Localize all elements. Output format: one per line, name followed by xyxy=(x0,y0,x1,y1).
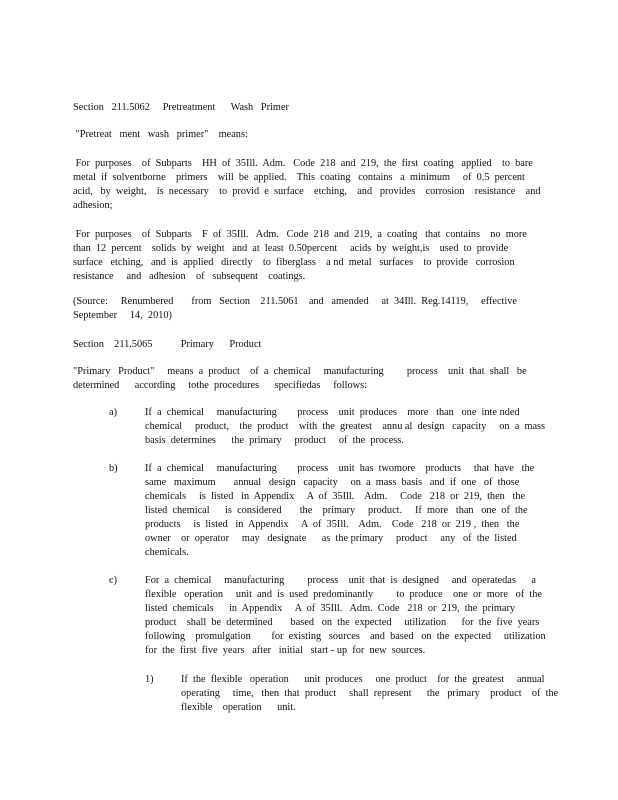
primary-product-intro xyxy=(73,365,541,393)
sub-item-label: 1) xyxy=(145,674,154,685)
paragraph-line: metal if solventborne primers will be applied. This coating contains a minimum of 0.5 percent xyxy=(73,172,525,183)
section-heading-text: Section 211.5062 Pretreatment Wash Primer xyxy=(73,102,289,113)
list-item-line: chemical product, the product with the greatest annu al design capacity on a mass xyxy=(145,421,546,432)
definition-term-text: "Pretreat ment wash primer" means: xyxy=(73,129,248,140)
list-item-line: If a chemical manufacturing process unit has twomore products that have the xyxy=(145,463,535,474)
section-heading-text: Section 211.5065 Primary Product xyxy=(73,339,262,350)
sub-item-1 xyxy=(181,673,559,715)
list-item-line: product shall be determined based on the expected utilization for the five years xyxy=(145,617,540,628)
list-item-c xyxy=(145,574,546,658)
list-item-line: owner or operator may designate as the primary product any of the listed xyxy=(145,533,517,544)
list-item-label: a) xyxy=(109,407,117,418)
paragraph-line: determined according tothe procedures specifiedas follows: xyxy=(73,380,367,391)
list-item-line: If a chemical manufacturing process unit produces more than one inte nded xyxy=(145,407,520,418)
list-item-a xyxy=(145,406,546,448)
list-item-line: same maximum annual design capacity on a mass basis and if one of those xyxy=(145,477,520,488)
source-line: September 14, 2010) xyxy=(73,310,172,321)
paragraph-line: acid, by weight, is necessary to provid e surface etching, and provides corrosion resistance and xyxy=(73,186,541,197)
paragraph-line: For purposes of Subparts HH of 35Ill. Adm. Code 218 and 219, the first coating applied to bare xyxy=(73,158,533,169)
list-item-line: For a chemical manufacturing process unit that is designed and operatedas a xyxy=(145,575,536,586)
paragraph-line: than 12 percent solids by weight and at least 0.50percent acids by weight,is used to provide xyxy=(73,243,509,254)
paragraph-line: surface etching, and is applied directly to fiberglass a nd metal surfaces to provide corrosion xyxy=(73,257,515,268)
sub-item-line: flexible operation unit. xyxy=(181,702,296,713)
paragraph-line: "Primary Product" means a product of a chemical manufacturing process unit that shall be xyxy=(73,366,527,377)
paragraph-line: adhesion; xyxy=(73,200,113,211)
list-item-label: c) xyxy=(109,575,117,586)
section-heading-5062 xyxy=(73,101,541,115)
paragraph-subparts-f xyxy=(73,228,541,284)
definition-term xyxy=(73,128,541,142)
source-note xyxy=(73,295,541,323)
list-item-b xyxy=(145,462,535,560)
sub-item-line: If the flexible operation unit produces one product for the greatest annual xyxy=(181,674,545,685)
list-item-line: for the first five years after initial start - up for new sources. xyxy=(145,645,426,656)
paragraph-line: For purposes of Subparts F of 35Ill. Adm. Code 218 and 219, a coating that contains no more xyxy=(73,229,527,240)
section-heading-5065 xyxy=(73,338,541,352)
paragraph-subparts-hh xyxy=(73,157,541,213)
list-item-line: basis determines the primary product of the process. xyxy=(145,435,404,446)
list-item-line: chemicals is listed in Appendix A of 35Ill. Adm. Code 218 or 219, then the xyxy=(145,491,526,502)
list-item-line: following promulgation for existing sources and based on the expected utilization xyxy=(145,631,546,642)
list-item-line: flexible operation unit and is used predominantly to produce one or more of the xyxy=(145,589,542,600)
sub-item-line: operating time, then that product shall represent the primary product of the xyxy=(181,688,559,699)
list-item-line: listed chemical is considered the primary product. If more than one of the xyxy=(145,505,528,516)
list-item-line: products is listed in Appendix A of 35Ill. Adm. Code 218 or 219 , then the xyxy=(145,519,520,530)
source-line: (Source: Renumbered from Section 211.5061 and amended at 34Ill. Reg.14119, effective xyxy=(73,296,517,307)
list-item-line: listed chemicals in Appendix A of 35Ill. Adm. Code 218 or 219, the primary xyxy=(145,603,516,614)
paragraph-line: resistance and adhesion of subsequent coatings. xyxy=(73,271,306,282)
list-item-label: b) xyxy=(109,463,118,474)
list-item-line: chemicals. xyxy=(145,547,189,558)
